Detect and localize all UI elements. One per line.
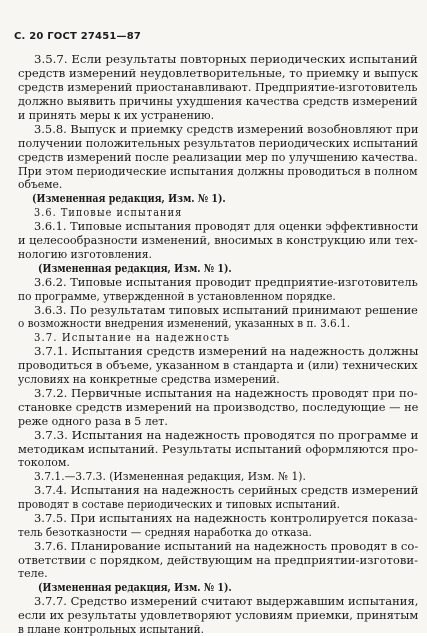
text-line: средств измерений неудовлетворительные, то приемку и выпуск (18, 67, 419, 80)
text-line: 3.5.8. Выпуск и приемку средств измерений возобновляют при (34, 123, 419, 136)
text-line: 3.6. Типовые испытания (34, 206, 183, 219)
text-line: если их результаты удовлетворяют условиям приемки, принятым (18, 609, 419, 622)
text-line: тель безотказности — средняя наработка до отказа. (18, 526, 312, 539)
text-line: проводиться в объеме, указанном в стандарта и (или) технических (18, 359, 418, 372)
text-line: (Измененная редакция, Изм. № 1). (38, 581, 232, 594)
text-line: должно выявить причины ухудшения качества средств измерений (18, 95, 418, 108)
text-line: получении положительных результатов периодических испытаний (18, 137, 419, 150)
text-line: становке средств измерений на производство, последующие — не (18, 401, 419, 414)
text-line: 3.7. Испытание на надежность (34, 331, 231, 344)
text-line: средств измерений приостанавливают. Предприятие-изготовитель (18, 81, 418, 94)
text-line: в плане контрольных испытаний. (18, 623, 204, 636)
text-line: и принять меры к их устранению. (18, 109, 215, 122)
text-line: нологию изготовления. (18, 248, 152, 261)
text-line: 3.7.1. Испытания средств измерений на надежность должны (34, 345, 419, 358)
text-line: 3.6.2. Типовые испытания проводит предприятие-изготовитель (34, 276, 418, 289)
text-line: (Измененная редакция, Изм. № 1). (32, 192, 226, 205)
text-line: При этом периодические испытания должны проводиться в полном (18, 165, 418, 178)
text-line: 3.7.2. Первичные испытания на надежность проводят при по- (34, 387, 418, 400)
text-line: объеме. (18, 178, 63, 191)
text-line: по программе, утвержденной в установленном порядке. (18, 290, 336, 303)
text-line: 3.7.1.—3.7.3. (Измененная редакция, Изм. № 1). (34, 470, 306, 483)
text-line: 3.7.6. Планирование испытаний на надежность проводят в со- (34, 540, 419, 553)
text-line: токолом. (18, 456, 70, 469)
text-line: 3.6.1. Типовые испытания проводят для оценки эффективности (34, 220, 419, 233)
text-line: ответствии с порядком, действующим на предприятии-изготови- (18, 554, 419, 567)
text-line: 3.5.7. Если результаты повторных периодических испытаний (34, 53, 418, 66)
text-line: 3.7.3. Испытания на надежность проводятся по программе и (34, 429, 419, 442)
page-header: С. 20 ГОСТ 27451—87 (14, 31, 142, 42)
text-line: 3.6.3. По результатам типовых испытаний принимают решение (34, 304, 418, 317)
text-line: 3.7.4. Испытания на надежность серийных средств измерений (34, 484, 419, 497)
text-line: о возможности внедрения изменений, указанных в п. 3.6.1. (18, 317, 351, 330)
text-line: условиях на конкретные средства измерений. (18, 373, 280, 386)
text-line: реже одного раза в 5 лет. (18, 415, 168, 428)
text-line: 3.7.7. Средство измерений считают выдержавшим испытания, (34, 595, 419, 608)
text-line: средств измерений после реализации мер по улучшению качества. (18, 151, 418, 164)
text-line: теле. (18, 567, 48, 580)
text-line: 3.7.5. При испытаниях на надежность контролируется показа- (34, 512, 418, 525)
text-line: проводят в составе периодических и типовых испытаний. (18, 498, 340, 511)
text-line: и целесообразности изменений, вносимых в конструкцию или тех- (18, 234, 418, 247)
text-line: (Измененная редакция, Изм. № 1). (38, 262, 232, 275)
text-line: методикам испытаний. Результаты испытаний оформляются про- (18, 443, 418, 456)
